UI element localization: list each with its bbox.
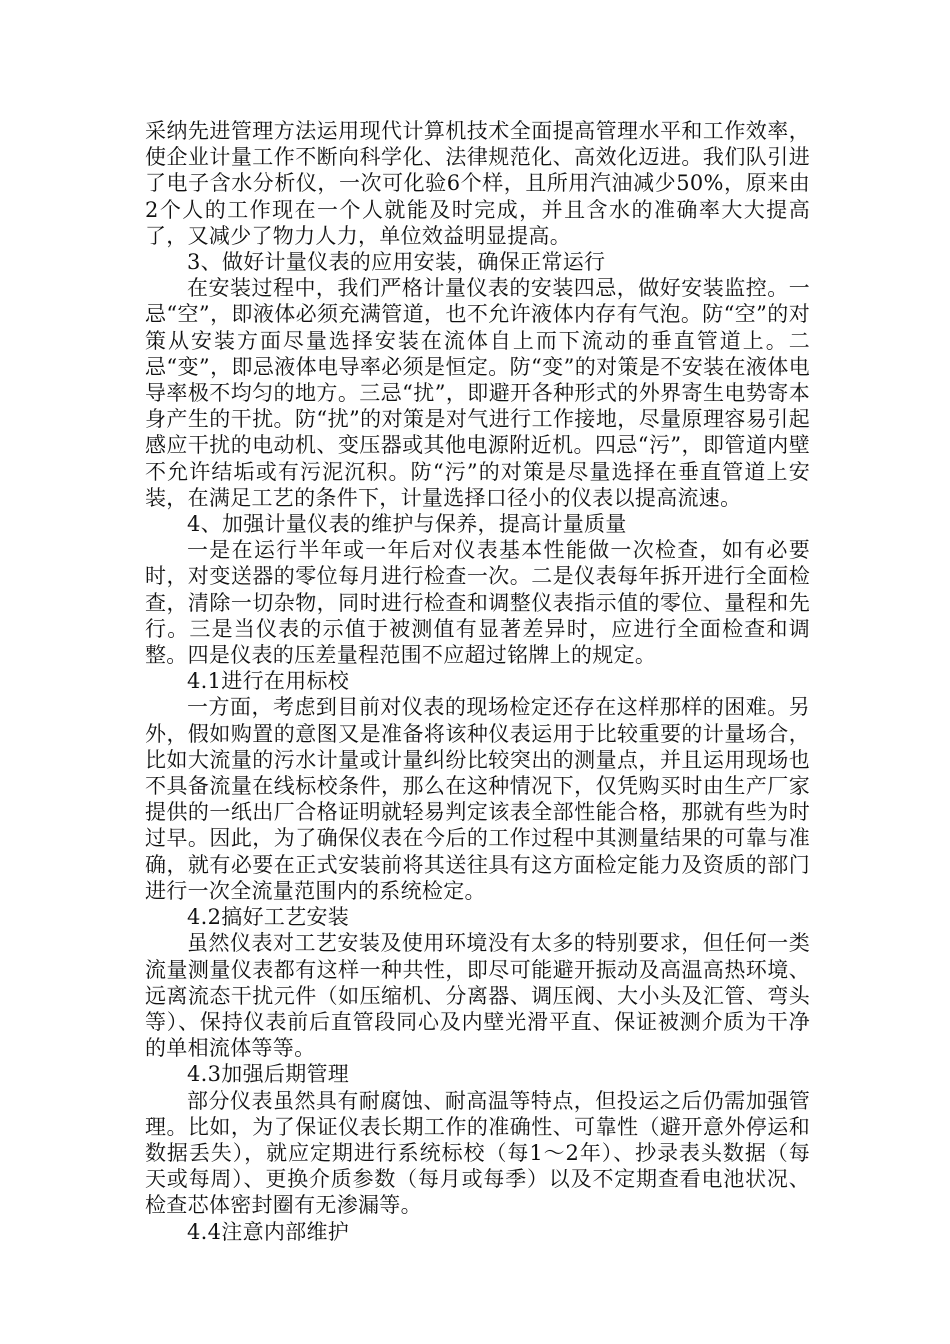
paragraph: 虽然仪表对工艺安装及使用环境没有太多的特别要求，但任何一类流量测量仪表都有这样一种共性，即尽可能避开振动及高温高热环境、远离流态干扰元件（如压缩机、分离器、调压阀、大小头及汇管、弯头等）、保持仪表前后直管段同心及内壁光滑平直、保证被测介质为干净的单相流体等等。 (145, 931, 810, 1061)
subsection-heading: 4.1进行在用标校 (187, 669, 350, 694)
paragraph: 在安装过程中，我们严格计量仪表的安装四忌，做好安装监控。一忌“空”，即液体必须充满管道，也不允许液体内存有气泡。防“空”的对策从安装方面尽量选择安装在流体自上而下流动的垂直管道上。二忌“变”，即忌液体电导率必须是恒定。防“变”的对策是不安装在液体电导率极不均匀的地方。三忌“扰”，即避开各种形式的外界寄生电势寄本身产生的干扰。防“扰”的对策是对气进行工作接地，尽量原理容易引起感应干扰的电动机、变压器或其他电源附近机。四忌“污”，即管道内壁不允许结垢或有污泥沉积。防“污”的对策是尽量选择在垂直管道上安装，在满足工艺的条件下，计量选择口径小的仪表以提高流速。 (145, 276, 810, 510)
paragraph: 采纳先进管理方法运用现代计算机技术全面提高管理水平和工作效率，使企业计量工作不断向科学化、法律规范化、高效化迈进。我们队引进了电子含水分析仪，一次可化验6个样，且所用汽油减少50%，原来由2个人的工作现在一个人就能及时完成，并且含水的准确率大大提高了，又减少了物力人力，单位效益明显提高。 (145, 119, 810, 248)
section-heading: 3、做好计量仪表的应用安装，确保正常运行 (187, 250, 606, 275)
paragraph: 一方面，考虑到目前对仪表的现场检定还存在这样那样的困难。另外，假如购置的意图又是准备将该种仪表运用于比较重要的计量场合，比如大流量的污水计量或计量纠纷比较突出的测量点，并且运用现场也不具备流量在线标校条件，那么在这种情况下，仅凭购买时由生产厂家提供的一纸出厂合格证明就轻易判定该表全部性能合格，那就有些为时过早。因此，为了确保仪表在今后的工作过程中其测量结果的可靠与准确，就有必要在正式安装前将其送往具有这方面检定能力及资质的部门进行一次全流量范围内的系统检定。 (145, 695, 810, 903)
subsection-heading: 4.3加强后期管理 (187, 1062, 350, 1087)
paragraph: 部分仪表虽然具有耐腐蚀、耐高温等特点，但投运之后仍需加强管理。比如，为了保证仪表长期工作的准确性、可靠性（避开意外停运和数据丢失），就应定期进行系统标校（每1～2年）、抄录表头数据（每天或每周）、更换介质参数（每月或每季）以及不定期查看电池状况、检查芯体密封圈有无渗漏等。 (145, 1088, 810, 1218)
subsection-heading: 4.4注意内部维护 (187, 1219, 350, 1244)
paragraph: 一是在运行半年或一年后对仪表基本性能做一次检查，如有必要时，对变送器的零位每月进行检查一次。二是仪表每年拆开进行全面检查，清除一切杂物，同时进行检查和调整仪表指示值的零位、量程和先行。三是当仪表的示值于被测值有显著差异时，应进行全面检查和调整。四是仪表的压差量程范围不应超过铭牌上的规定。 (145, 538, 810, 668)
document-page (145, 118, 810, 1245)
section-heading: 4、加强计量仪表的维护与保养，提高计量质量 (187, 512, 627, 537)
subsection-heading: 4.2搞好工艺安装 (187, 905, 350, 930)
